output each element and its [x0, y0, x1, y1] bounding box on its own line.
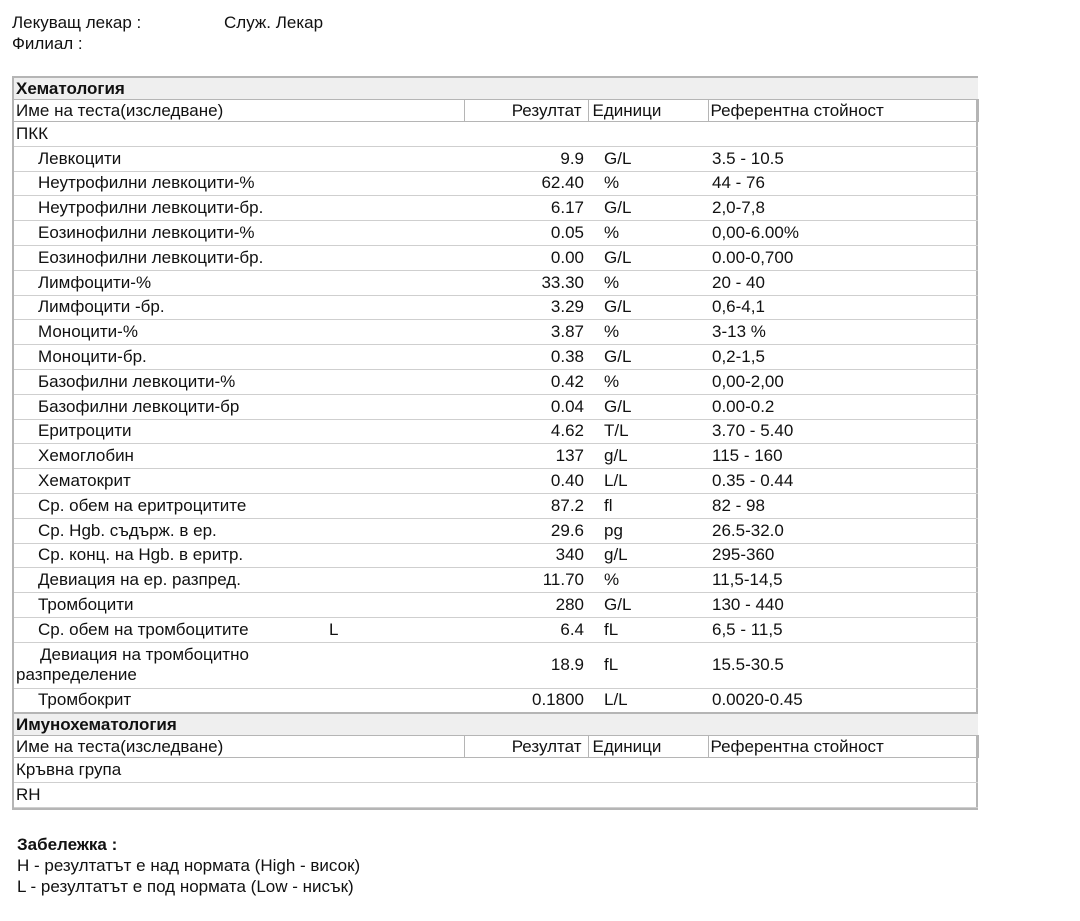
- test-unit: G/L: [588, 593, 708, 618]
- test-result: 87.2: [464, 493, 588, 518]
- test-unit: g/L: [588, 444, 708, 469]
- test-flag: [327, 394, 464, 419]
- test-flag: [327, 221, 464, 246]
- note-low: L - резултатът е под нормата (Low - нисък): [17, 877, 354, 896]
- test-name: Хематокрит: [14, 469, 327, 494]
- test-name: Лимфоцити-%: [14, 270, 327, 295]
- test-unit: fL: [588, 642, 708, 688]
- col-reference-header: Референтна стойност: [708, 736, 978, 758]
- table-row: [14, 518, 978, 543]
- test-reference: 0.00-0.2: [708, 394, 978, 419]
- table-row: [14, 270, 978, 295]
- table-row: [14, 688, 978, 713]
- test-reference: 0,6-4,1: [708, 295, 978, 320]
- test-unit: G/L: [588, 295, 708, 320]
- test-reference: 2,0-7,8: [708, 196, 978, 221]
- test-reference: 295-360: [708, 543, 978, 568]
- section-immunohematology: [14, 713, 978, 736]
- test-result: 0.1800: [464, 688, 588, 713]
- test-name: Базофилни левкоцити-%: [14, 369, 327, 394]
- section-title: Хематология: [14, 78, 978, 100]
- test-reference: 3-13 %: [708, 320, 978, 345]
- test-reference: 44 - 76: [708, 171, 978, 196]
- test-flag: [327, 196, 464, 221]
- table-row: [14, 245, 978, 270]
- table-row: [14, 543, 978, 568]
- test-reference: 0,00-2,00: [708, 369, 978, 394]
- test-unit: %: [588, 568, 708, 593]
- test-unit: T/L: [588, 419, 708, 444]
- table-row: [14, 568, 978, 593]
- col-name-header: Име на теста(изследване): [14, 100, 464, 122]
- test-result: 137: [464, 444, 588, 469]
- test-reference: 115 - 160: [708, 444, 978, 469]
- col-name-header: Име на теста(изследване): [14, 736, 464, 758]
- test-result: 0.04: [464, 394, 588, 419]
- test-unit: g/L: [588, 543, 708, 568]
- test-reference: 0,00-6.00%: [708, 221, 978, 246]
- test-reference: 0.00-0,700: [708, 245, 978, 270]
- test-name: Хемоглобин: [14, 444, 327, 469]
- table-row: [14, 419, 978, 444]
- doctor-label: Лекуващ лекар :: [12, 13, 142, 32]
- test-flag: [327, 444, 464, 469]
- col-reference-header: Референтна стойност: [708, 100, 978, 122]
- test-result: 0.40: [464, 469, 588, 494]
- test-name: Еритроцити: [14, 419, 327, 444]
- test-flag: [327, 369, 464, 394]
- test-result: 0.42: [464, 369, 588, 394]
- test-reference: 26.5-32.0: [708, 518, 978, 543]
- test-flag: [327, 295, 464, 320]
- test-unit: %: [588, 270, 708, 295]
- note-high: H - резултатът е над нормата (High - висок): [17, 856, 361, 875]
- test-reference: 3.5 - 10.5: [708, 146, 978, 171]
- test-name: Левкоцити: [14, 146, 327, 171]
- test-name: Ср. обем на тромбоцитите: [14, 617, 327, 642]
- test-name: Ср. конц. на Hgb. в еритр.: [14, 543, 327, 568]
- table-row: [14, 320, 978, 345]
- test-unit: %: [588, 221, 708, 246]
- test-flag: [327, 146, 464, 171]
- test-reference: 0,2-1,5: [708, 345, 978, 370]
- test-name: Базофилни левкоцити-бр: [14, 394, 327, 419]
- test-name: Девиация на ер. разпред.: [14, 568, 327, 593]
- test-name: Тромбокрит: [14, 688, 327, 713]
- test-name: Ср. обем на еритроцитите: [14, 493, 327, 518]
- test-name: Неутрофилни левкоцити-бр.: [14, 196, 327, 221]
- test-result: 3.87: [464, 320, 588, 345]
- test-flag: [327, 171, 464, 196]
- test-unit: %: [588, 369, 708, 394]
- test-reference: 82 - 98: [708, 493, 978, 518]
- test-result: 3.29: [464, 295, 588, 320]
- test-name: Неутрофилни левкоцити-%: [14, 171, 327, 196]
- test-name: Кръвна група: [14, 758, 978, 783]
- test-name: Моноцити-%: [14, 320, 327, 345]
- table-row: [14, 493, 978, 518]
- test-flag: [327, 518, 464, 543]
- table-row: [14, 394, 978, 419]
- test-name: Девиация на тромбоцитно разпределение: [14, 642, 464, 688]
- test-unit: L/L: [588, 688, 708, 713]
- test-name: Моноцити-бр.: [14, 345, 327, 370]
- test-unit: G/L: [588, 394, 708, 419]
- test-reference: 20 - 40: [708, 270, 978, 295]
- test-result: 0.38: [464, 345, 588, 370]
- test-result: 0.05: [464, 221, 588, 246]
- legend-note: [17, 834, 360, 897]
- col-result-header: Резултат: [464, 736, 588, 758]
- test-unit: G/L: [588, 345, 708, 370]
- table-row: [14, 369, 978, 394]
- test-flag: [327, 543, 464, 568]
- table-row: [14, 221, 978, 246]
- test-name: Тромбоцити: [14, 593, 327, 618]
- test-result: 11.70: [464, 568, 588, 593]
- test-flag: [327, 345, 464, 370]
- test-name: Лимфоцити -бр.: [14, 295, 327, 320]
- test-flag: [327, 270, 464, 295]
- test-unit: fl: [588, 493, 708, 518]
- test-unit: pg: [588, 518, 708, 543]
- group-row: [14, 122, 978, 147]
- test-flag: [327, 688, 464, 713]
- branch-label: Филиал :: [12, 34, 83, 53]
- section-hematology: [14, 78, 978, 100]
- test-unit: L/L: [588, 469, 708, 494]
- table-row: [14, 469, 978, 494]
- test-result: 6.4: [464, 617, 588, 642]
- table-row: [14, 295, 978, 320]
- table-row: [14, 146, 978, 171]
- test-unit: %: [588, 171, 708, 196]
- test-reference: 130 - 440: [708, 593, 978, 618]
- table-row: [14, 593, 978, 618]
- test-result: 9.9: [464, 146, 588, 171]
- test-result: 62.40: [464, 171, 588, 196]
- col-units-header: Единици: [588, 736, 708, 758]
- table-row: [14, 345, 978, 370]
- test-unit: G/L: [588, 245, 708, 270]
- test-reference: 0.35 - 0.44: [708, 469, 978, 494]
- column-header-row: [14, 736, 978, 758]
- table-row: [14, 196, 978, 221]
- test-flag: [327, 419, 464, 444]
- test-unit: G/L: [588, 196, 708, 221]
- test-flag: [327, 568, 464, 593]
- section-title: Имунохематология: [14, 713, 978, 736]
- test-result: 33.30: [464, 270, 588, 295]
- table-row: [14, 444, 978, 469]
- col-result-header: Резултат: [464, 100, 588, 122]
- test-flag: [327, 593, 464, 618]
- test-flag: [327, 469, 464, 494]
- results-table: [12, 76, 978, 810]
- col-units-header: Единици: [588, 100, 708, 122]
- test-result: 4.62: [464, 419, 588, 444]
- test-name: Еозинофилни левкоцити-бр.: [14, 245, 327, 270]
- test-flag: [327, 245, 464, 270]
- test-flag: L: [327, 617, 464, 642]
- test-reference: 3.70 - 5.40: [708, 419, 978, 444]
- test-unit: %: [588, 320, 708, 345]
- test-result: 340: [464, 543, 588, 568]
- table-row: [14, 617, 978, 642]
- table-row: [14, 758, 978, 783]
- test-unit: fL: [588, 617, 708, 642]
- test-flag: [327, 493, 464, 518]
- test-result: 0.00: [464, 245, 588, 270]
- column-header-row: [14, 100, 978, 122]
- test-reference: 11,5-14,5: [708, 568, 978, 593]
- test-result: 6.17: [464, 196, 588, 221]
- group-label: ПКК: [14, 122, 978, 147]
- table-row: [14, 642, 978, 688]
- test-reference: 6,5 - 11,5: [708, 617, 978, 642]
- test-result: 280: [464, 593, 588, 618]
- note-title: Забележка :: [17, 835, 118, 854]
- test-result: 29.6: [464, 518, 588, 543]
- test-result: 18.9: [464, 642, 588, 688]
- test-reference: 0.0020-0.45: [708, 688, 978, 713]
- doctor-value: Служ. Лекар: [224, 13, 324, 32]
- test-name: Еозинофилни левкоцити-%: [14, 221, 327, 246]
- test-reference: 15.5-30.5: [708, 642, 978, 688]
- table-row: [14, 782, 978, 807]
- table-row: [14, 171, 978, 196]
- test-unit: G/L: [588, 146, 708, 171]
- test-flag: [327, 320, 464, 345]
- report-header: [12, 12, 323, 54]
- test-name: RH: [14, 782, 978, 807]
- test-name: Ср. Hgb. съдърж. в ер.: [14, 518, 327, 543]
